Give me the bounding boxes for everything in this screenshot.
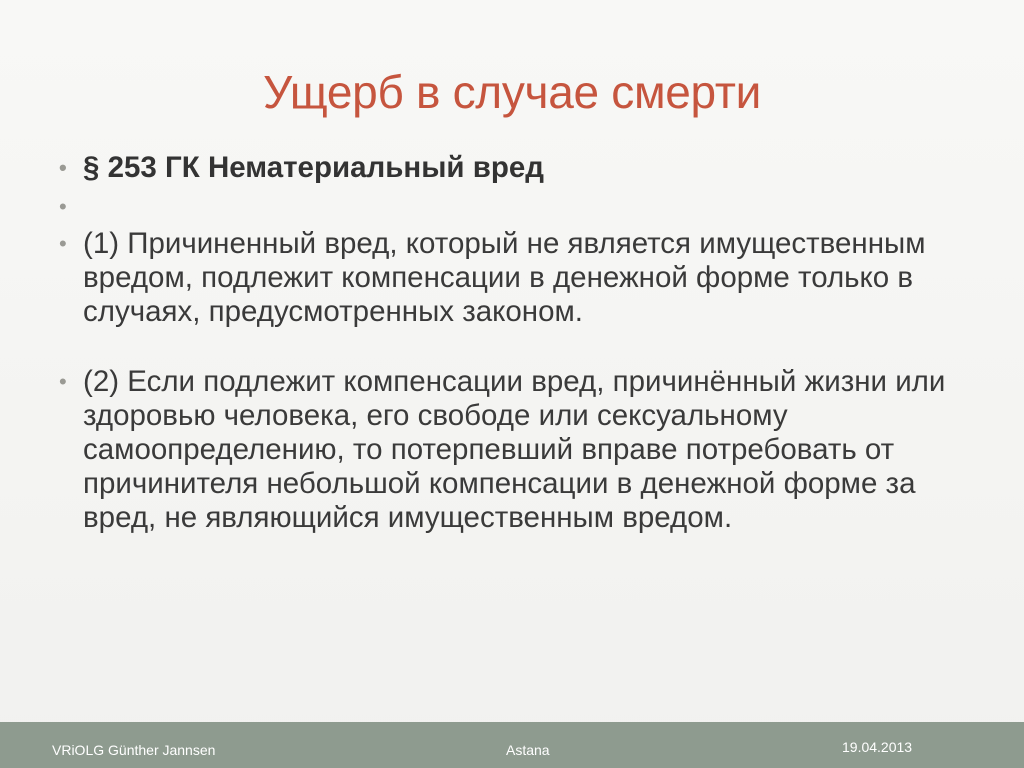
slide-title: Ущерб в случае смерти	[263, 66, 761, 118]
footer-place: Astana	[506, 742, 550, 758]
bullet-item-empty	[56, 190, 956, 224]
bullet-list	[56, 151, 956, 535]
bullet-text: (2) Если подлежит компенсации вред, причинённый жизни или здоровью человека, его свободе или сексуальному самоопределению, то потерпевший вправе потребовать от причинителя небольшой компенсации в денежной форме за вред, не являющийся имущественным вредом.	[83, 365, 946, 534]
bullet-dot-icon: •	[59, 231, 67, 256]
bullet-item	[56, 151, 956, 185]
bullet-dot-icon: •	[59, 369, 67, 394]
bullet-dot-icon: •	[59, 194, 67, 219]
bullet-item	[56, 227, 956, 329]
footer-author: VRiOLG Günther Jannsen	[52, 742, 216, 758]
bullet-text: (1) Причиненный вред, который не является имущественным вредом, подлежит компенсации в денежной форме только в случаях, предусмотренных законом.	[83, 227, 926, 328]
footer-date: 19.04.2013	[842, 739, 913, 755]
bullet-item	[56, 365, 956, 535]
bullet-text: § 253 ГК Нематериальный вред	[83, 151, 545, 184]
bullet-dot-icon: •	[59, 155, 67, 180]
footer-bar	[0, 722, 1024, 768]
